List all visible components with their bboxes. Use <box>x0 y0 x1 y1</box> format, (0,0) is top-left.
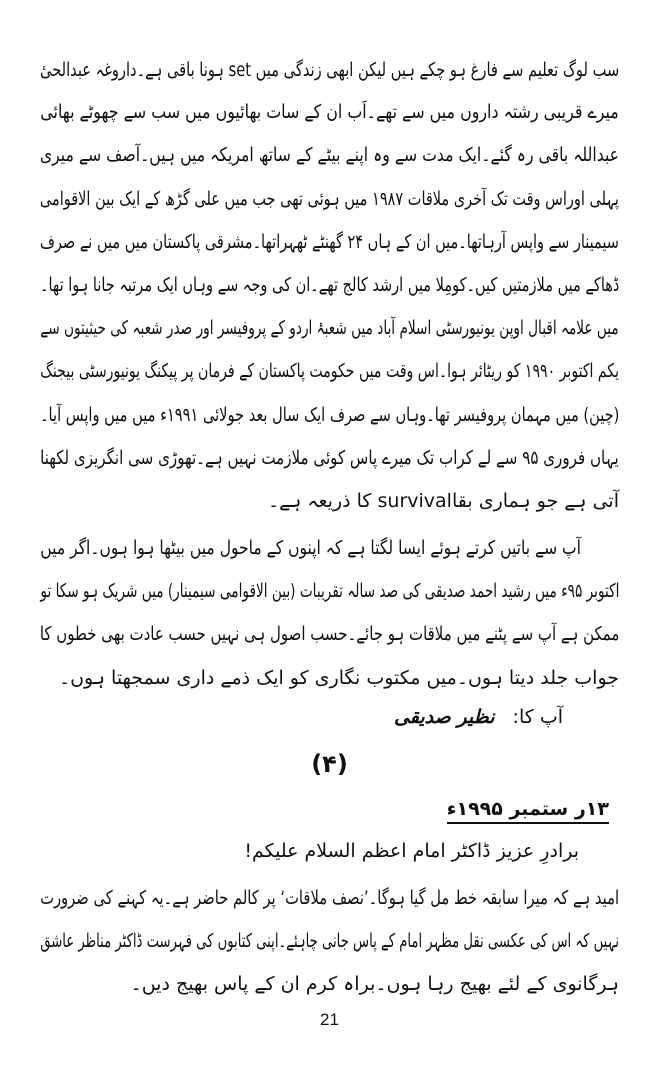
paragraph-2-line-1: آپ سے باتیں کرتے ہوئے ایسا لگتا ہے کہ اپنوں کے ماحول میں بیٹھا ہوا ہوں۔اگر میں <box>40 537 581 559</box>
paragraph-2-line-4: جواب جلد دیتا ہوں۔میں مکتوب نگاری کو ایک ذمے داری سمجھتا ہوں۔ <box>58 667 619 689</box>
paragraph-1-line-10: یہاں فروری ۹۵ سے لے کراب تک میرے پاس کوئی ملازمت نہیں ہے۔تھوڑی سی انگریزی لکھنا <box>40 447 619 469</box>
paragraph-1-line-11: آتی ہے جو ہماری بقاsurvival کا ذریعہ ہے۔ <box>267 490 619 512</box>
paragraph-1-line-5: سیمینار سے واپس آرہاتھا۔میں ان کے ہاں ۲۴ گھنٹے ٹھہراتھا۔مشرقی پاکستان میں میں نے صرف <box>39 231 619 253</box>
paragraph-1-line-4: پہلی اوراس وقت تک آخری ملاقات ۱۹۸۷ میں ہوئی تھی جب میں علی گڑھ کے ایک بین الاقوامی <box>39 188 619 210</box>
paragraph-3-line-1: امید ہے کہ میرا سابقہ خط مل گیا ہوگا۔’نصف ملاقات‘ پر کالم حاضر ہے۔یہ کہنے کی ضرورت <box>40 887 619 909</box>
signature <box>394 706 563 728</box>
paragraph-1-line-9: (چین) میں مہمان پروفیسر تھا۔وہاں سے صرف ایک سال بعد جولائی ۱۹۹۱ء میں میں واپس آیا۔ <box>39 404 619 426</box>
letter-date: ۱۳ر ستمبر ۱۹۹۵ء <box>447 798 609 824</box>
paragraph-1-line-8: یکم اکتوبر ۱۹۹۰ کو ریٹائر ہوا۔اس وقت میں حکومت پاکستان کے فرمان پر پیکنگ یونیورسٹی بیجنگ <box>40 360 619 382</box>
paragraph-2-line-2: اکتوبر ۹۵ء میں رشید احمد صدیقی کی صد سالہ تقریبات (بین الاقوامی سیمینار) میں شریک ہو سکا تو <box>40 580 619 602</box>
paragraph-3-line-3: ہرگانوی کے لئے بھیج رہا ہوں۔براہ کرم ان کے پاس بھیج دیں۔ <box>130 973 619 995</box>
paragraph-2-line-3: ممکن ہے آپ سے پٹنے میں ملاقات ہو جائے۔حسب اصول ہی نہیں حسب عادت بھی خطوں کا <box>39 623 619 645</box>
paragraph-3-line-2: نہیں کہ اس کی عکسی نقل مظہر امام کے پاس جانی چاہئے۔اپنی کتابوں کی فہرست ڈاکٹر مناظر عاشق <box>40 930 619 952</box>
paragraph-1-line-1: سب لوگ تعلیم سے فارغ ہو چکے ہیں لیکن ابھی زندگی میں set ہونا باقی ہے۔داروغہ عبدالحیٔ <box>39 59 620 81</box>
page-number: 21 <box>320 1010 339 1029</box>
salutation: برادرِ عزیز ڈاکٹر امام اعظم السلام علیکم! <box>244 840 579 862</box>
paragraph-1-line-2: میرے قریبی رشتہ داروں میں سے تھے۔اَب ان کے سات بھائیوں میں سب سے چھوٹے بھائی <box>40 101 619 123</box>
letter-number: (۴) <box>311 750 348 778</box>
signature-label: آپ کا: <box>512 706 563 728</box>
signature-name: نظیر صدیقی <box>393 706 495 728</box>
paragraph-1-line-6: ڈھاکے میں ملازمتیں کیں۔کومِلا میں ارشد کالج تھے۔ان کی وجہ سے وہاں ایک مرتبہ جانا ہوا تھا۔ <box>39 274 619 296</box>
paragraph-1-line-3: عبداللہ باقی رہ گئے۔ایک مدت سے وہ اپنے بیٹے کے ساتھ امریکہ میں ہیں۔آصف سے میری <box>39 144 619 166</box>
paragraph-1-line-7: میں علامہ اقبال اوپن یونیورسٹی اسلام آباد میں شعبۂ اردو کے پروفیسر اور صدر شعبہ کی حیثیتوں سے <box>40 317 619 339</box>
